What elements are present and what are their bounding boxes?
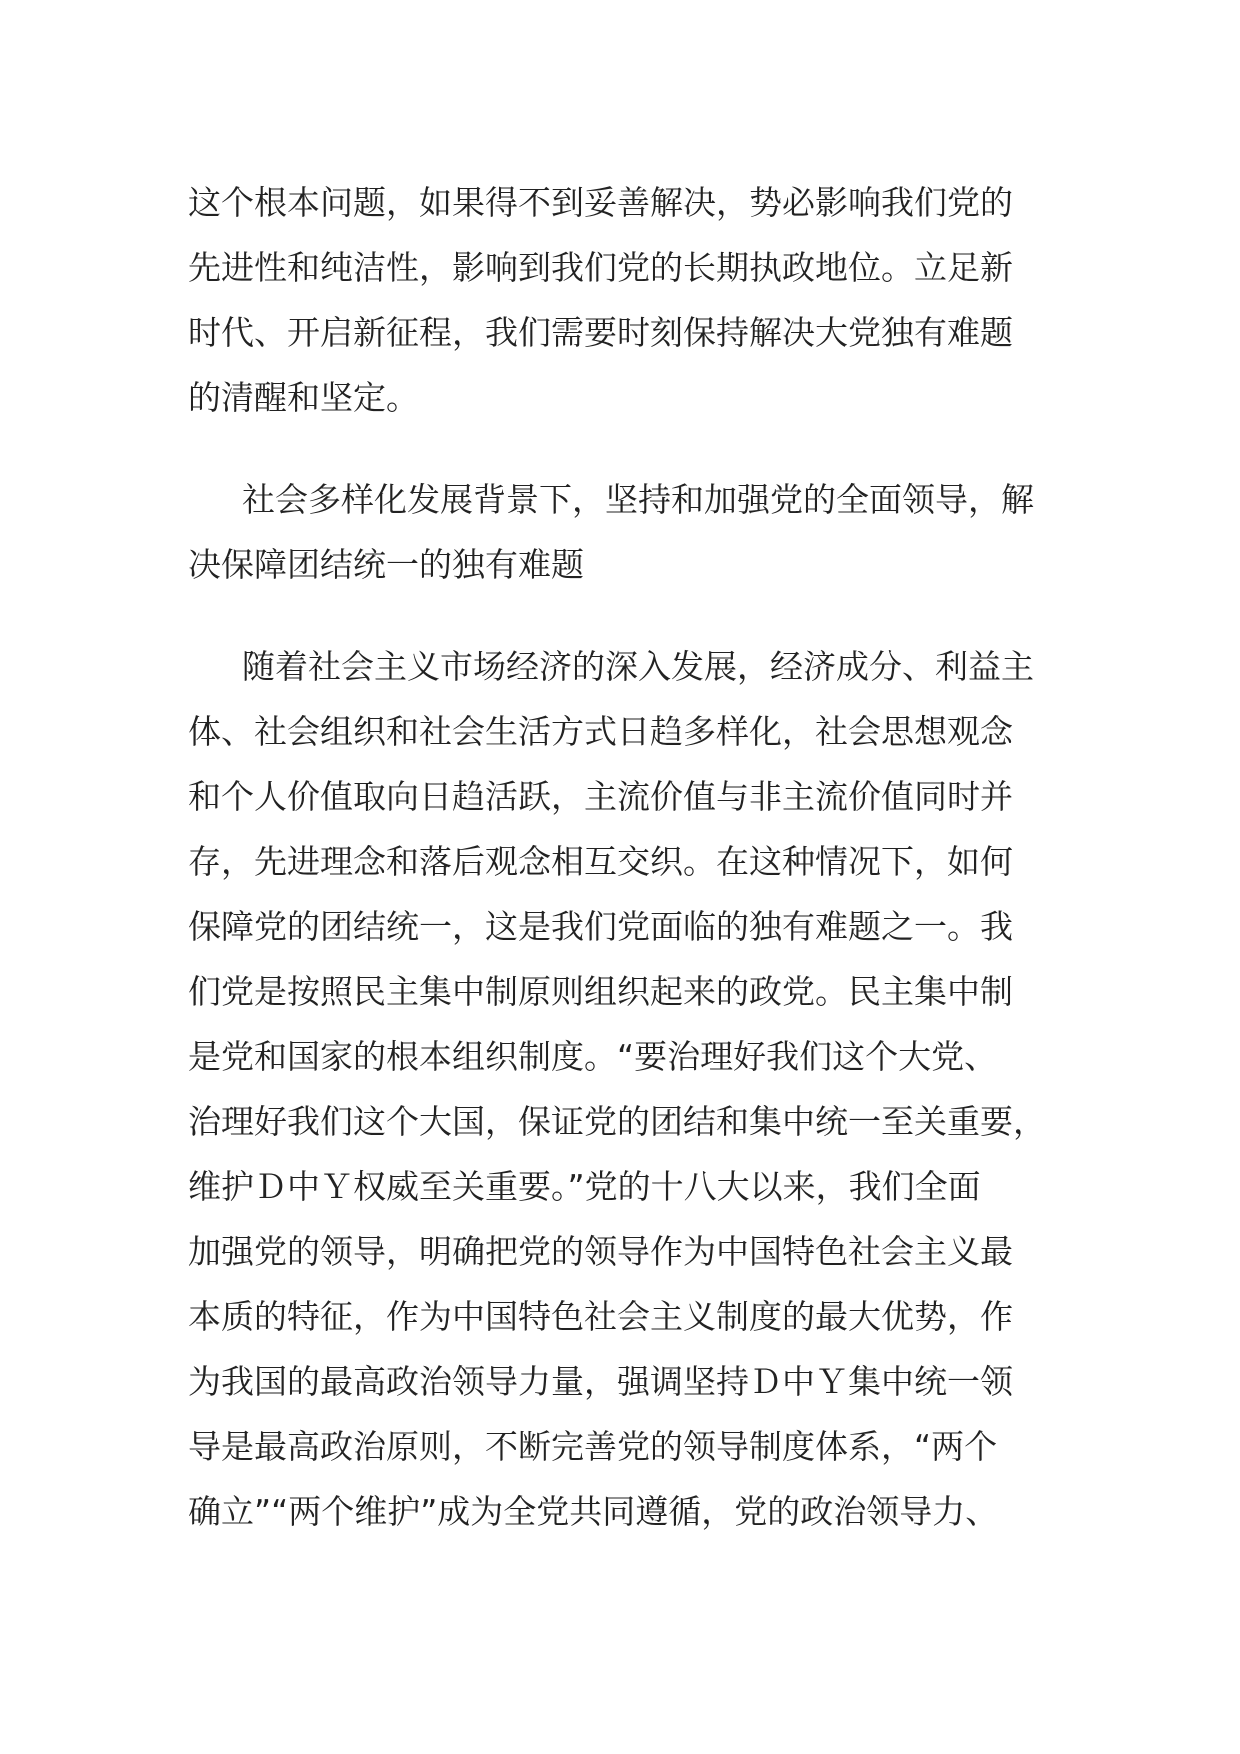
text-line: 随着社会主义市场经济的深入发展，经济成分、利益主 (242, 647, 1034, 686)
text-line: 这个根本问题，如果得不到妥善解决，势必影响我们党的 (188, 183, 1013, 222)
text-line: 体、社会组织和社会生活方式日趋多样化，社会思想观念 (188, 712, 1013, 751)
text-line: 先进性和纯洁性，影响到我们党的长期执政地位。立足新 (188, 248, 1013, 287)
heading-line: 社会多样化发展背景下，坚持和加强党的全面领导，解 (242, 480, 1034, 519)
text-line: 为我国的最高政治领导力量，强调坚持Ｄ中Ｙ集中统一领 (188, 1362, 1013, 1401)
text-line: 的清醒和坚定。 (188, 378, 419, 417)
document-body (188, 170, 1058, 1581)
text-line: 时代、开启新征程，我们需要时刻保持解决大党独有难题 (188, 313, 1013, 352)
text-line: 确立”“两个维护”成为全党共同遵循，党的政治领导力、 (188, 1492, 999, 1531)
text-line: 治理好我们这个大国，保证党的团结和集中统一至关重要， (188, 1102, 1046, 1141)
text-line: 本质的特征，作为中国特色社会主义制度的最大优势，作 (188, 1297, 1013, 1336)
text-line: 导是最高政治原则，不断完善党的领导制度体系，“两个 (188, 1427, 998, 1466)
heading-line: 决保障团结统一的独有难题 (188, 545, 584, 584)
paragraph-1 (188, 170, 1058, 430)
text-line: 是党和国家的根本组织制度。“要治理好我们这个大党、 (188, 1037, 998, 1076)
text-line: 维护Ｄ中Ｙ权威至关重要。”党的十八大以来，我们全面 (188, 1167, 981, 1206)
text-line: 存，先进理念和落后观念相互交织。在这种情况下，如何 (188, 842, 1013, 881)
text-line: 们党是按照民主集中制原则组织起来的政党。民主集中制 (188, 972, 1013, 1011)
text-line: 保障党的团结统一，这是我们党面临的独有难题之一。我 (188, 907, 1013, 946)
paragraph-3 (188, 634, 1058, 1544)
section-heading (188, 467, 1058, 597)
text-line: 和个人价值取向日趋活跃，主流价值与非主流价值同时并 (188, 777, 1013, 816)
text-line: 加强党的领导，明确把党的领导作为中国特色社会主义最 (188, 1232, 1013, 1271)
